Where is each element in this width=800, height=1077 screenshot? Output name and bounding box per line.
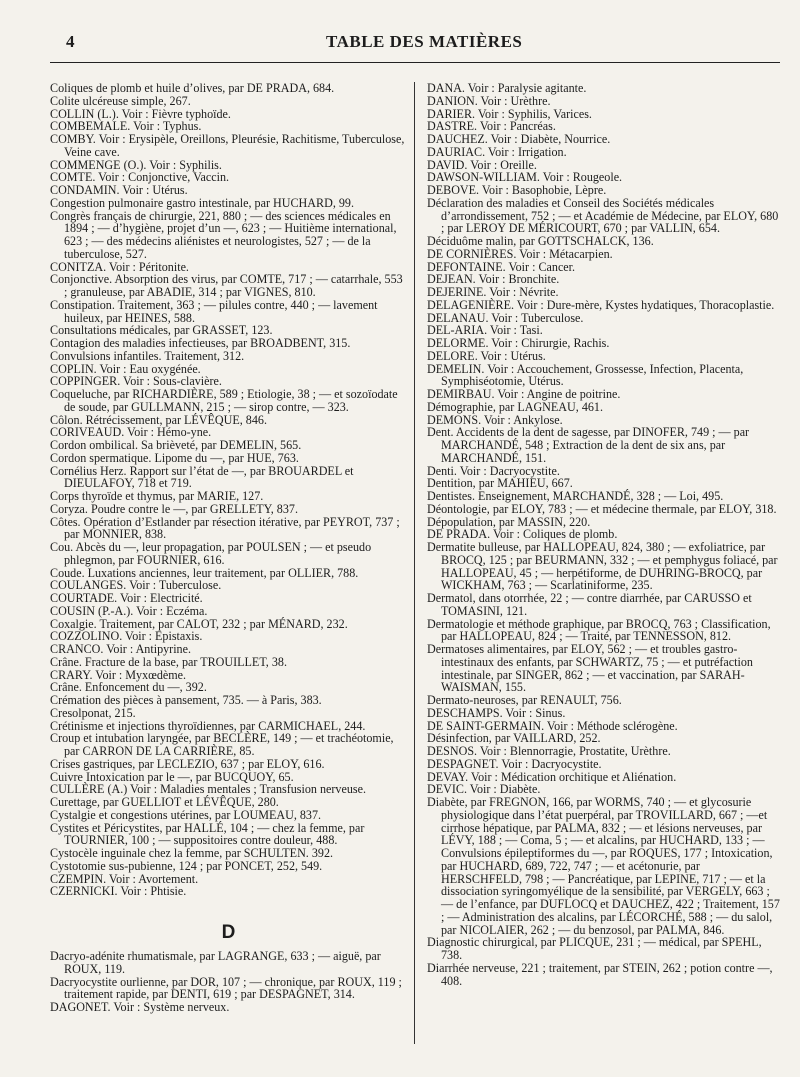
index-entry: COMTE. Voir : Conjonctive, Vaccin. [50, 170, 230, 185]
index-entry: DEFONTAINE. Voir : Cancer. [427, 259, 576, 274]
index-entry: COLLIN (L.). Voir : Fièvre typhoïde. [50, 106, 231, 121]
index-entry: DEVAY. Voir : Médication orchitique et Aliénation. [427, 769, 677, 784]
index-entry: Corps thyroïde et thymus, par MARIE, 127. [50, 489, 264, 503]
index-entry: Coqueluche, par RICHARDIÈRE, 589 ; Etiologie, 38 ; — et sozoïodate de soude, par GULLMANN, 215 ; — sirop contre, — 323. [50, 387, 398, 414]
index-entry: CRANCO. Voir : Antipyrine. [50, 642, 191, 656]
index-entry: Crémation des pièces à pansement, 735. — à Paris, 383. [50, 693, 322, 707]
index-entry: COMBY. Voir : Erysipèle, Oreillons, Pleurésie, Rachitisme, Tuberculose, Veine cave. [50, 132, 405, 159]
index-entry: Dermatologie et méthode graphique, par BROCQ, 763 ; Classification, par HALLOPEAU, 824 ; — Traité, par TENNESSON, 812. [427, 616, 771, 644]
index-entry: Cou. Abcès du —, leur propagation, par POULSEN ; — et pseudo phlegmon, par FOURNIER, 616. [50, 540, 372, 567]
index-entry: CZERNICKI. Voir : Phtisie. [50, 884, 187, 899]
index-entry: COZZOLINO. Voir : Epistaxis. [50, 629, 203, 644]
index-entry: Dépopulation, par MASSIN, 220. [427, 514, 591, 529]
index-entry: DELANAU. Voir : Tuberculose. [427, 310, 584, 325]
index-entry: Crâne. Fracture de la base, par TROUILLET, 38. [50, 654, 287, 669]
index-entry: Colite ulcéreuse simple, 267. [50, 93, 191, 108]
index-entry: DEJEAN. Voir : Bronchite. [427, 272, 560, 287]
index-entry: Cuivre Intoxication par le —, par BUCQUOY, 65. [50, 769, 294, 784]
index-entry: Cornélius Herz. Rapport sur l’état de —, par BROUARDEL et DIEULAFOY, 718 et 719. [50, 463, 354, 491]
index-entry: Crises gastriques, par LECLEZIO, 637 ; par ELOY, 616. [50, 756, 325, 771]
index-entry: COUSIN (P.-A.). Voir : Eczéma. [50, 603, 208, 618]
index-entry: DEJERINE. Voir : Névrite. [427, 285, 559, 299]
index-entry: Désinfection, par VAILLARD, 252. [427, 731, 601, 746]
left-d-entries [50, 950, 408, 1014]
index-entry: DEMIRBAU. Voir : Angine de poitrine. [427, 387, 621, 401]
header-rule [50, 62, 780, 63]
index-entry: COMMENGE (O.). Voir : Syphilis. [50, 157, 222, 172]
index-entry: Cordon ombilical. Sa brièveté, par DEMELIN, 565. [50, 438, 302, 452]
index-entry: DANA. Voir : Paralysie agitante. [427, 81, 587, 95]
index-entry: Coliques de plomb et huile d’olives, par DE PRADA, 684. [50, 81, 335, 95]
index-entry: Cresolponat, 215. [50, 705, 136, 720]
index-entry: Convulsions infantiles. Traitement, 312. [50, 348, 245, 363]
left-entries [50, 82, 408, 898]
index-entry: COULANGES. Voir : Tuberculose. [50, 578, 222, 593]
index-entry: Dent. Accidents de la dent de sagesse, par DINOFER, 749 ; — par MARCHANDÉ, 548 ; Extraction de la dent de six ans, par MARCHANDÉ, 151. [427, 425, 750, 465]
index-entry: DELAGENIÈRE. Voir : Dure-mère, Kystes hydatiques, Thoracoplastie. [427, 297, 775, 312]
index-entry: Coxalgie. Traitement, par CALOT, 232 ; par MÉNARD, 232. [50, 616, 348, 631]
index-entry: Cystalgie et congestions utérines, par LOUMEAU, 837. [50, 807, 322, 822]
left-column [50, 82, 408, 1014]
index-entry: DESNOS. Voir : Blennorragie, Prostatite, Urèthre. [427, 744, 671, 758]
right-entries [427, 82, 783, 987]
index-entry: DEMONS. Voir : Ankylose. [427, 412, 563, 427]
running-title: TABLE DES MATIÈRES [326, 32, 523, 51]
index-entry: Coryza. Poudre contre le —, par GRELLETY, 837. [50, 501, 298, 516]
index-entry: Dermatol, dans otorrhée, 22 ; — contre diarrhée, par CARUSSO et TOMASINI, 121. [427, 591, 752, 618]
index-entry: Démographie, par LAGNEAU, 461. [427, 399, 603, 414]
index-entry: DEVIC. Voir : Diabète. [427, 782, 541, 797]
index-entry: DASTRE. Voir : Pancréas. [427, 119, 556, 134]
index-entry: DESCHAMPS. Voir : Sinus. [427, 705, 566, 720]
index-entry: CONITZA. Voir : Péritonite. [50, 259, 189, 274]
index-entry: Cystotomie sus-pubienne, 124 ; par PONCET, 252, 549. [50, 858, 323, 873]
index-entry: Dacryo-adénite rhumatismale, par LAGRANGE, 633 ; — aiguë, par ROUX, 119. [50, 949, 381, 976]
index-entry: Dermato-neuroses, par RENAULT, 756. [427, 693, 622, 707]
index-entry: DEBOVE. Voir : Basophobie, Lèpre. [427, 183, 607, 197]
index-entry: Côlon. Rétrécissement, par LÉVÊQUE, 846. [50, 412, 267, 427]
index-entry: Coude. Luxations anciennes, leur traitement, par OLLIER, 788. [50, 565, 359, 580]
index-entry: DANION. Voir : Urèthre. [427, 93, 551, 108]
index-entry: COMBEMALE. Voir : Typhus. [50, 119, 202, 134]
index-entry: Cordon spermatique. Lipome du —, par HUE, 763. [50, 450, 299, 465]
index-entry: Dermatite bulleuse, par HALLOPEAU, 824, 380 ; — exfoliatrice, par BROCQ, 125 ; par BEURMANN, 332 ; — et pemphygus foliacé, par HALLOPEAU, 45 ; — herpétiforme, de DUHRING-BROCQ, par WICKHAM, 763 ; — Scarlatiniforme, 235. [427, 540, 778, 593]
index-entry: DELORME. Voir : Chirurgie, Rachis. [427, 336, 610, 350]
index-entry: Diarrhée nerveuse, 221 ; traitement, par STEIN, 262 ; potion contre —, 408. [427, 960, 773, 988]
index-entry: COPPINGER. Voir : Sous-clavière. [50, 374, 222, 389]
index-entry: DEMELIN. Voir : Accouchement, Grossesse, Infection, Placenta, Symphiséotomie, Utérus. [427, 361, 744, 389]
index-entry: DAVID. Voir : Oreille. [427, 157, 537, 172]
index-entry: Diabète, par FREGNON, 166, par WORMS, 740 ; — et glycosurie physiologique dans l’état puerpéral, par TROVILLARD, 667 ; —et cirrhose hépatique, par PALMA, 832 ; — et lésions nerveuses, par LÉVY, 188 ; — Coma, 5 ; — et alcalins, par HUCHARD, 133 ; — Convulsions épileptiformes du —, par ROQUES, 177 ; Intoxication, par HUCHARD, 689, 722, 747 ; — et acétonurie, par HERSCHFELD, 798 ; — Pancréatique, par LEPINE, 717 ; — et la dissociation syringomyélique de la sensibilité, par VERGELY, 663 ; — de l’enfance, par DUFLOCQ et DAUCHEZ, 422 ; Traitement, 157 ; — Administration des alcalins, par LÉCORCHÉ, 588 ; — du salol, par NICOLAIER, 262 ; — du benzosol, par PALMA, 846. [427, 795, 780, 937]
index-entry: Cystites et Péricystites, par HALLÉ, 104 ; — chez la femme, par TOURNIER, 100 ; — suppositoires contre douleur, 488. [50, 820, 365, 848]
index-entry: Croup et intubation laryngée, par BECLÈRE, 149 ; — et trachéotomie, par CARRON DE LA CARRIÈRE, 85. [50, 731, 394, 758]
index-entry: Congestion pulmonaire gastro intestinale, par HUCHARD, 99. [50, 195, 354, 210]
index-entry: Consultations médicales, par GRASSET, 123. [50, 323, 273, 338]
index-entry: CORIVEAUD. Voir : Hémo-yne. [50, 425, 212, 440]
index-entry: Conjonctive. Absorption des virus, par COMTE, 717 ; — catarrhale, 553 ; granuleuse, par ABADIE, 314 ; par VIGNES, 810. [50, 272, 403, 299]
index-entry: Dacryocystite ourlienne, par DOR, 107 ; — chronique, par ROUX, 119 ; traitement rapide, par DENTI, 619 ; par DESPAGNET, 314. [50, 974, 402, 1002]
index-entry: Crâne. Enfoncement du —, 392. [50, 680, 207, 695]
index-entry: CRARY. Voir : Myxœdème. [50, 667, 187, 682]
index-entry: Contagion des maladies infectieuses, par BROADBENT, 315. [50, 336, 351, 350]
index-entry: Denti. Voir : Dacryocystite. [427, 463, 560, 478]
index-entry: CULLÈRE (A.) Voir : Maladies mentales ; Transfusion nerveuse. [50, 782, 366, 797]
index-entry: CONDAMIN. Voir : Utérus. [50, 183, 188, 197]
page-number: 4 [66, 32, 75, 51]
index-entry: DAWSON-WILLIAM. Voir : Rougeole. [427, 170, 623, 185]
index-entry: DE SAINT-GERMAIN. Voir : Méthode sclérogène. [427, 718, 678, 733]
index-entry: DAGONET. Voir : Système nerveux. [50, 1000, 230, 1014]
index-entry: DARIER. Voir : Syphilis, Varices. [427, 106, 592, 121]
index-entry: DAURIAC. Voir : Irrigation. [427, 144, 567, 159]
index-entry: CZEMPIN. Voir : Avortement. [50, 871, 199, 886]
page-header [0, 30, 800, 56]
section-gap [50, 898, 408, 912]
index-entry: Crétinisme et injections thyroïdiennes, par CARMICHAEL, 244. [50, 718, 366, 733]
section-letter: D [221, 922, 237, 943]
index-entry: Cystocèle inguinale chez la femme, par SCHULTEN. 392. [50, 846, 334, 860]
index-entry: Diagnostic chirurgical, par PLICQUE, 231 ; — médical, par SPEHL, 738. [427, 935, 762, 962]
index-entry: DAUCHEZ. Voir : Diabète, Nourrice. [427, 132, 611, 146]
index-entry: Dentition, par MAHIEU, 667. [427, 476, 573, 491]
index-entry: COPLIN. Voir : Eau oxygénée. [50, 361, 201, 376]
index-entry: Dermatoses alimentaires, par ELOY, 562 ; — et troubles gastro-intestinaux des enfants, par SCHWARTZ, 75 ; — et putréfaction intestinale, par SINGER, 862 ; — et vaccination, par SARAH-WAISMAN, 155. [427, 642, 753, 695]
index-entry: DE CORNIÈRES. Voir : Métacarpien. [427, 246, 613, 261]
index-entry: Déclaration des maladies et Conseil des Sociétés médicales d’arrondissement, 752 ; — et Académie de Médecine, par ELOY, 680 ; par LEROY DE MÉRICOURT, 670 ; par VALLIN, 654. [427, 195, 779, 236]
index-entry: Curettage, par GUELLIOT et LÉVÊQUE, 280. [50, 795, 279, 809]
index-entry: Constipation. Traitement, 363 ; — pilules contre, 440 ; — lavement huileux, par HEINES, 588. [50, 297, 378, 325]
index-entry: COURTADE. Voir : Electricité. [50, 591, 203, 605]
index-entry: DELORE. Voir : Utérus. [427, 348, 546, 363]
index-entry: DE PRADA. Voir : Coliques de plomb. [427, 527, 618, 542]
index-entry: DEL-ARIA. Voir : Tasi. [427, 323, 543, 338]
index-entry: Déciduôme malin, par GOTTSCHALCK, 136. [427, 234, 654, 248]
index-entry: Côtes. Opération d’Estlander par résection itérative, par PEYROT, 737 ; par MONNIER, 838. [50, 514, 400, 542]
column-divider [414, 82, 415, 1044]
index-entry: Déontologie, par ELOY, 783 ; — et médecine thermale, par ELOY, 318. [427, 501, 777, 516]
index-entry: Congrès français de chirurgie, 221, 880 ; — des sciences médicales en 1894 ; — d’hygiène, projet d’un —, 623 ; — Huitième international, 623 ; — des médecins aliénistes et neurologistes, 527 ; — de la tuberculose, 527. [50, 208, 397, 261]
index-entry: Dentistes. Enseignement, MARCHANDÉ, 328 ; — Loi, 495. [427, 489, 724, 503]
right-column [427, 82, 783, 987]
index-entry: DESPAGNET. Voir : Dacryocystite. [427, 756, 602, 771]
